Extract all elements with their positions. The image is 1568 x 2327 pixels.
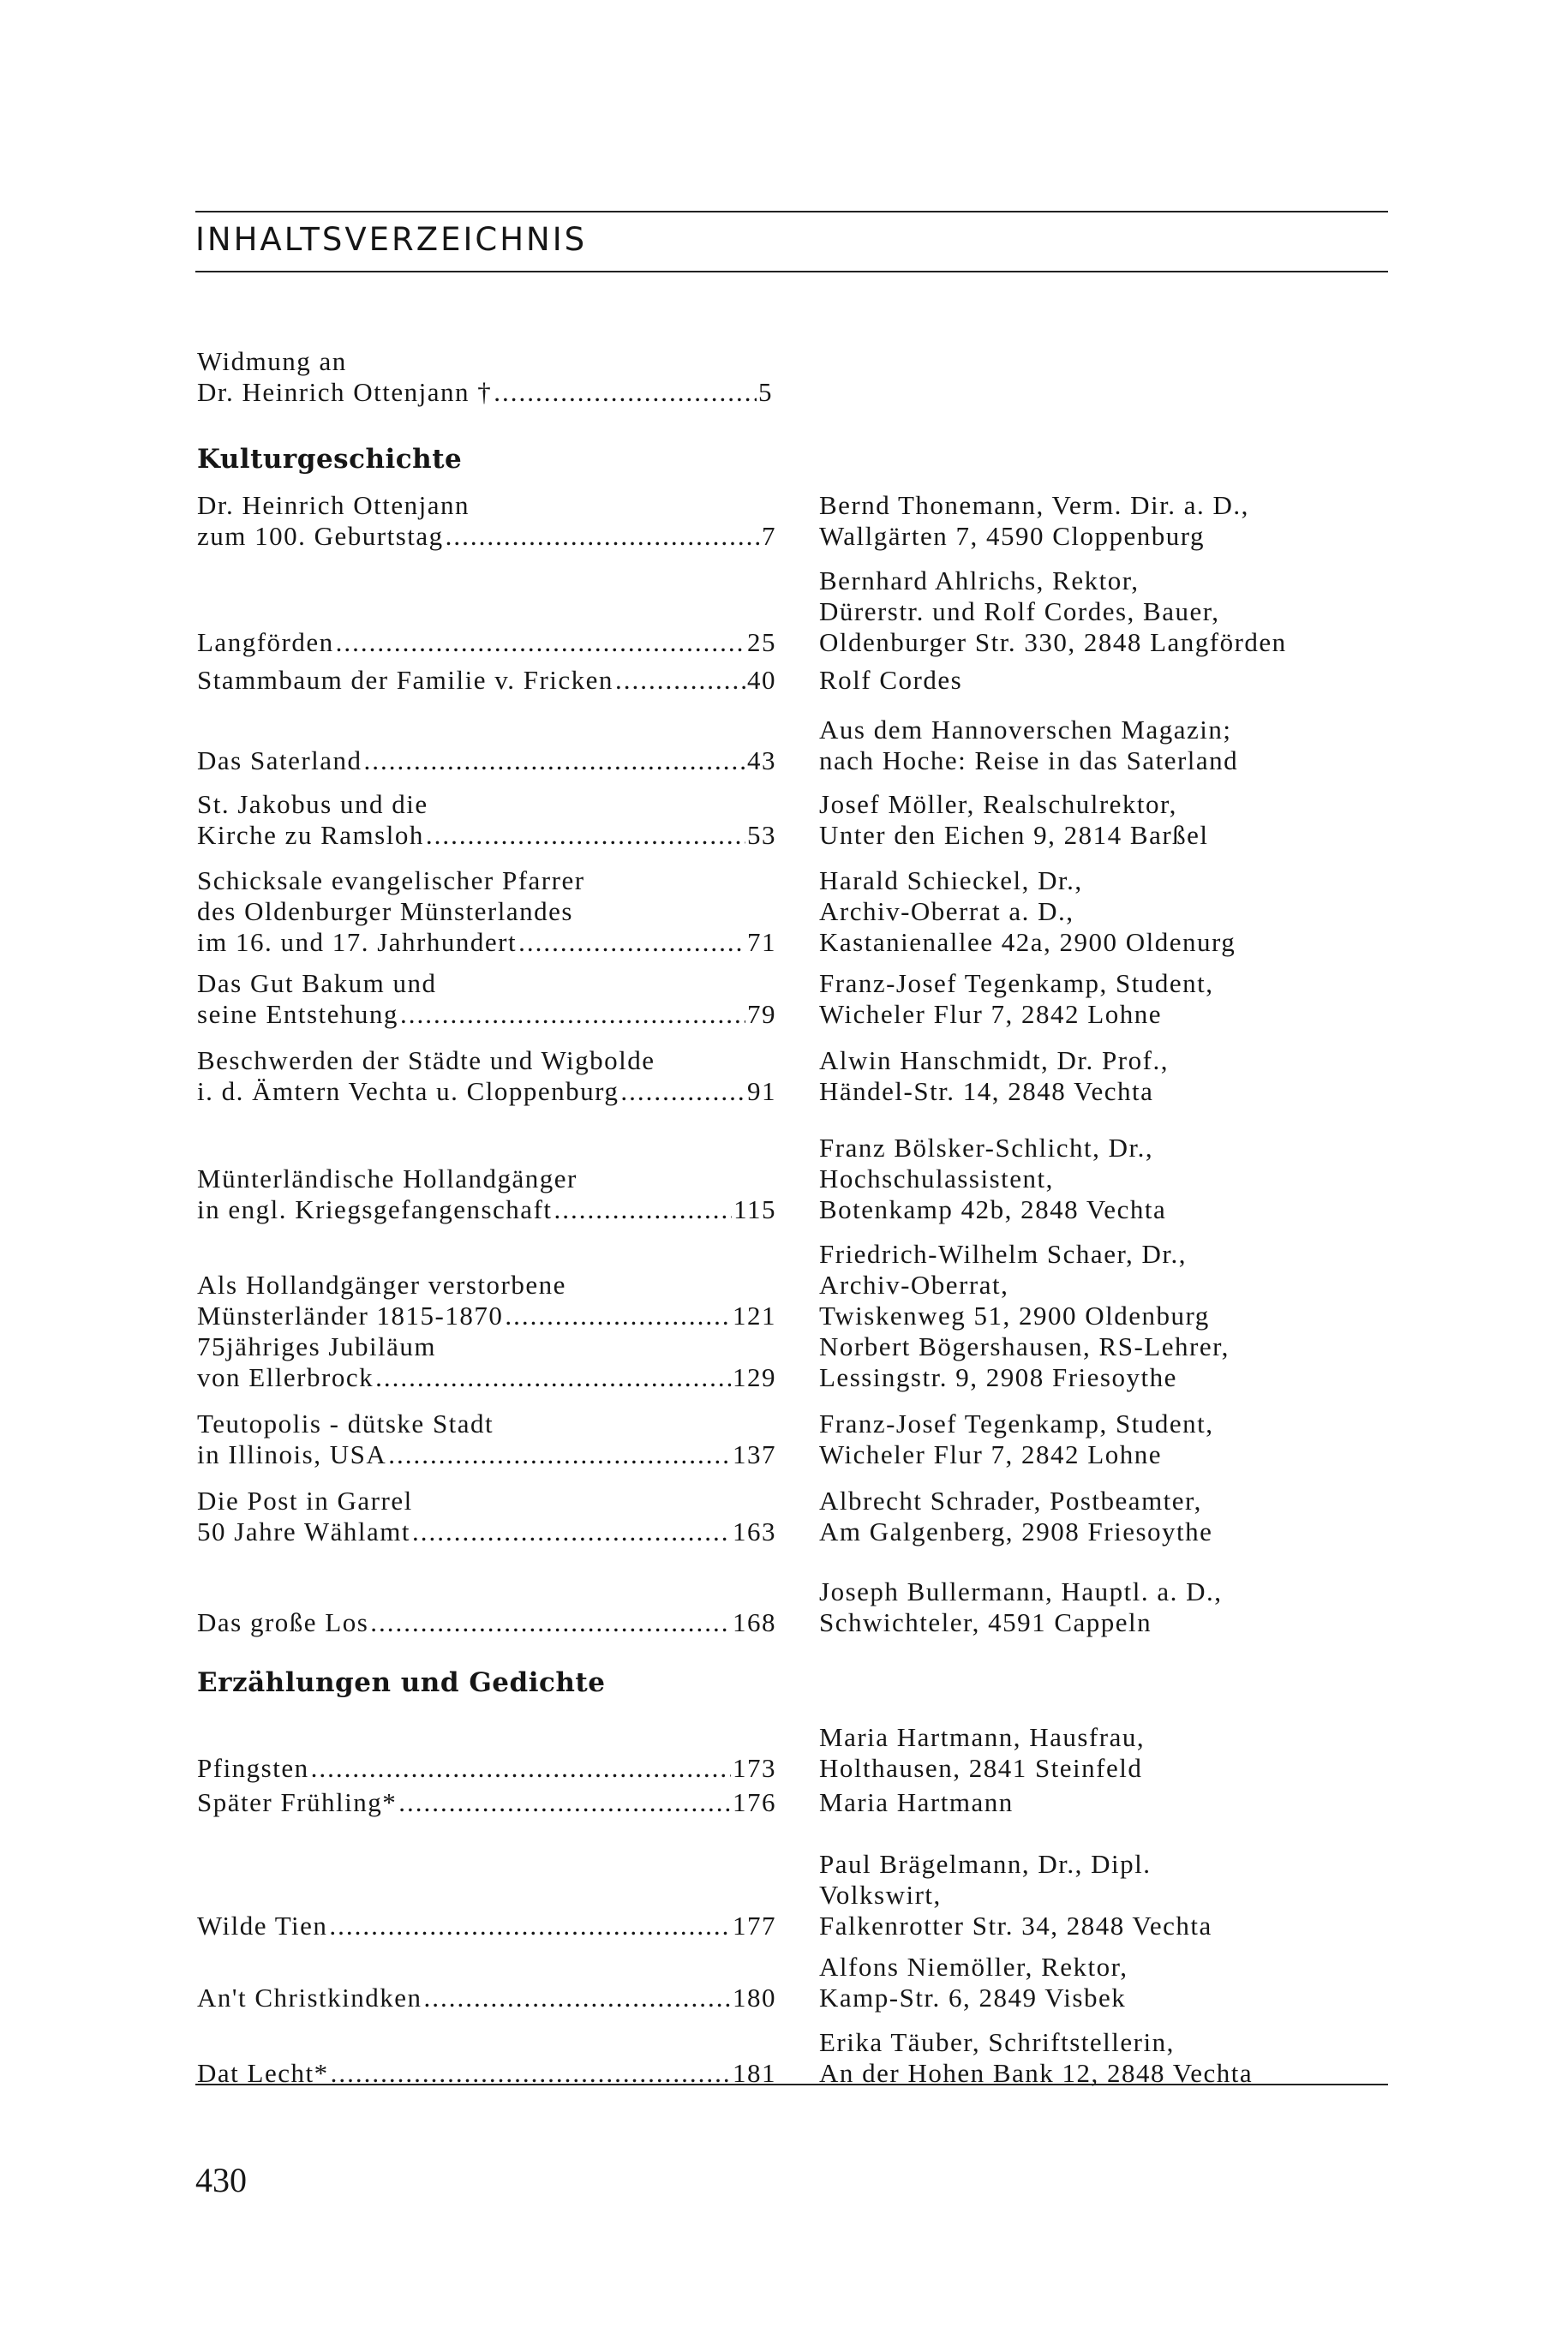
- entry-title-leader-line: [197, 1787, 776, 1818]
- author-line: Archiv-Oberrat,: [819, 1270, 1009, 1300]
- leader-dots: [615, 665, 745, 696]
- author-line: An der Hohen Bank 12, 2848 Vechta: [819, 2058, 1254, 2088]
- author-line: Twiskenweg 51, 2900 Oldenburg: [819, 1301, 1210, 1331]
- toc-entry-author: [819, 1787, 1402, 1818]
- entry-title-leader-line: [197, 665, 776, 696]
- toc-entry-title: [197, 1045, 776, 1107]
- author-line: Oldenburger Str. 330, 2848 Langförden: [819, 627, 1287, 657]
- toc-entry-author: [819, 565, 1402, 658]
- entry-page-number: 91: [747, 1076, 776, 1106]
- author-line: Joseph Bullermann, Hauptl. a. D.,: [819, 1576, 1223, 1606]
- entry-title-leader-line: [197, 521, 776, 552]
- author-line: Franz Bölsker-Schlicht, Dr.,: [819, 1133, 1154, 1163]
- entry-title-leader-line: [197, 999, 776, 1030]
- toc-entry-title: [197, 1409, 776, 1470]
- toc-entry-author: [819, 715, 1402, 776]
- entry-title-line: Beschwerden der Städte und Wigbolde: [197, 1045, 655, 1075]
- entry-title-text: Stammbaum der Familie v. Fricken: [197, 665, 613, 695]
- entry-title-text: Das Saterland: [197, 745, 362, 775]
- entry-title-text: Das große Los: [197, 1607, 369, 1637]
- entry-title-text: Münsterländer 1815-1870: [197, 1301, 504, 1331]
- toc-entry-author: [819, 865, 1402, 958]
- author-line: Händel-Str. 14, 2848 Vechta: [819, 1076, 1154, 1106]
- entry-title-leader-line: [197, 1362, 776, 1393]
- top-rule: [195, 211, 1388, 212]
- entry-title-line: 75jähriges Jubiläum: [197, 1331, 437, 1361]
- entry-title-text: Kirche zu Ramsloh: [197, 820, 424, 850]
- toc-entry-author: [819, 1133, 1402, 1225]
- entry-page-number: 71: [747, 927, 776, 957]
- page-number: 430: [195, 2161, 247, 2199]
- leader-dots: [329, 1911, 731, 1941]
- author-line: Friedrich-Wilhelm Schaer, Dr.,: [819, 1239, 1188, 1269]
- bottom-rule: [195, 2084, 1388, 2085]
- entry-title-leader-line: [197, 1076, 776, 1107]
- entry-title-text: i. d. Ämtern Vechta u. Cloppenburg: [197, 1076, 619, 1106]
- entry-page-number: 40: [747, 665, 776, 695]
- entry-title-line: Schicksale evangelischer Pfarrer: [197, 865, 585, 895]
- title-underline: [195, 271, 1388, 272]
- entry-page-number: 53: [747, 820, 776, 850]
- entry-page-number: 181: [733, 2058, 776, 2088]
- toc-entry-author: [819, 1486, 1402, 1547]
- leader-dots: [426, 820, 745, 851]
- entry-page-number: 168: [733, 1607, 776, 1637]
- author-line: Wicheler Flur 7, 2842 Lohne: [819, 1439, 1162, 1469]
- entry-page-number: 180: [733, 1983, 776, 2013]
- entry-title-text: An't Christkindken: [197, 1983, 422, 2013]
- leader-dots: [494, 377, 757, 408]
- leader-dots: [400, 999, 745, 1030]
- entry-page-number: 173: [733, 1753, 776, 1783]
- toc-entry-title: [197, 865, 776, 958]
- author-line: Wallgärten 7, 4590 Cloppenburg: [819, 521, 1206, 551]
- author-line: Bernd Thonemann, Verm. Dir. a. D.,: [819, 490, 1249, 520]
- entry-page-number: 115: [733, 1194, 776, 1224]
- author-line: Josef Möller, Realschulrektor,: [819, 789, 1177, 819]
- leader-dots: [424, 1983, 732, 2013]
- toc-entry-title: [197, 745, 776, 776]
- dedication-leader-line: [197, 377, 773, 408]
- author-line: Dürerstr. und Rolf Cordes, Bauer,: [819, 596, 1220, 626]
- entry-title-line: des Oldenburger Münsterlandes: [197, 896, 573, 926]
- author-line: Norbert Bögershausen, RS-Lehrer,: [819, 1331, 1230, 1361]
- author-line: Botenkamp 42b, 2848 Vechta: [819, 1194, 1167, 1224]
- dedication-text: Dr. Heinrich Ottenjann †: [197, 377, 493, 407]
- author-line: Aus dem Hannoverschen Magazin;: [819, 715, 1232, 745]
- entry-title-line: Dr. Heinrich Ottenjann: [197, 490, 470, 520]
- author-line: Maria Hartmann, Hausfrau,: [819, 1722, 1146, 1752]
- entry-title-leader-line: [197, 1439, 776, 1470]
- entry-page-number: 5: [758, 377, 773, 407]
- toc-entry-title: [197, 1911, 776, 1941]
- toc-entry-title: [197, 1607, 776, 1638]
- entry-page-number: 43: [747, 745, 776, 775]
- entry-title-leader-line: [197, 745, 776, 776]
- entry-title-line: St. Jakobus und die: [197, 789, 428, 819]
- toc-entry-title: [197, 789, 776, 851]
- toc-entry-title: [197, 490, 776, 552]
- toc-entry-author: [819, 968, 1402, 1030]
- toc-entry-author: [819, 1409, 1402, 1470]
- entry-title-leader-line: [197, 1911, 776, 1941]
- toc-entry-title: [197, 665, 776, 696]
- dedication-line: Widmung an: [197, 346, 347, 376]
- entry-title-leader-line: [197, 1753, 776, 1784]
- toc-entry-author: [819, 2027, 1402, 2089]
- author-line: Unter den Eichen 9, 2814 Barßel: [819, 820, 1209, 850]
- author-line: Franz-Josef Tegenkamp, Student,: [819, 968, 1214, 998]
- toc-entry-author: [819, 1239, 1402, 1331]
- entry-title-text: zum 100. Geburtstag: [197, 521, 444, 551]
- author-line: Kastanienallee 42a, 2900 Oldenurg: [819, 927, 1236, 957]
- author-line: Alfons Niemöller, Rektor,: [819, 1952, 1128, 1982]
- toc-entry-title: [197, 968, 776, 1030]
- entry-title-text: Langförden: [197, 627, 334, 657]
- author-line: Rolf Cordes: [819, 665, 963, 695]
- entry-page-number: 121: [733, 1301, 776, 1331]
- entry-title-line: Als Hollandgänger verstorbene: [197, 1270, 566, 1300]
- entry-title-leader-line: [197, 1301, 776, 1331]
- section-heading: Kulturgeschichte: [197, 444, 463, 475]
- author-line: Am Galgenberg, 2908 Friesoythe: [819, 1516, 1213, 1546]
- entry-title-text: Pfingsten: [197, 1753, 309, 1783]
- author-line: Alwin Hanschmidt, Dr. Prof.,: [819, 1045, 1169, 1075]
- dedication-entry: [197, 346, 776, 408]
- leader-dots: [388, 1439, 731, 1470]
- leader-dots: [364, 745, 745, 776]
- author-line: Harald Schieckel, Dr.,: [819, 865, 1083, 895]
- leader-dots: [446, 521, 760, 552]
- author-line: nach Hoche: Reise in das Saterland: [819, 745, 1239, 775]
- entry-page-number: 25: [747, 627, 776, 657]
- leader-dots: [412, 1516, 731, 1547]
- entry-title-line: Das Gut Bakum und: [197, 968, 437, 998]
- toc-entry-author: [819, 1576, 1402, 1638]
- entry-title-text: 50 Jahre Wählamt: [197, 1516, 410, 1546]
- entry-page-number: 176: [733, 1787, 776, 1817]
- entry-title-text: in engl. Kriegsgefangenschaft: [197, 1194, 553, 1224]
- entry-title-line: Die Post in Garrel: [197, 1486, 413, 1516]
- leader-dots: [518, 927, 745, 958]
- page-title: INHALTSVERZEICHNIS: [195, 221, 588, 258]
- author-line: Lessingstr. 9, 2908 Friesoythe: [819, 1362, 1177, 1392]
- toc-entry-author: [819, 1849, 1402, 1941]
- leader-dots: [554, 1194, 733, 1225]
- author-line: Volkswirt,: [819, 1880, 942, 1910]
- entry-title-text: in Illinois, USA: [197, 1439, 387, 1469]
- entry-title-text: von Ellerbrock: [197, 1362, 374, 1392]
- author-line: Wicheler Flur 7, 2842 Lohne: [819, 999, 1162, 1029]
- author-line: Paul Brägelmann, Dr., Dipl.: [819, 1849, 1152, 1879]
- entry-title-leader-line: [197, 1194, 776, 1225]
- leader-dots: [398, 1787, 731, 1818]
- author-line: Maria Hartmann: [819, 1787, 1014, 1817]
- author-line: Bernhard Ahlrichs, Rektor,: [819, 565, 1140, 595]
- entry-title-leader-line: [197, 1983, 776, 2013]
- entry-title-text: Später Frühling*: [197, 1787, 398, 1817]
- entry-title-text: Wilde Tien: [197, 1911, 328, 1941]
- toc-entry-author: [819, 665, 1402, 696]
- toc-entry-author: [819, 1722, 1402, 1784]
- toc-entry-title: [197, 1270, 776, 1331]
- toc-entry-title: [197, 627, 776, 658]
- entry-page-number: 79: [747, 999, 776, 1029]
- entry-title-leader-line: [197, 820, 776, 851]
- entry-page-number: 163: [733, 1516, 776, 1546]
- entry-title-leader-line: [197, 627, 776, 658]
- entry-page-number: 7: [762, 521, 776, 551]
- toc-entry-title: [197, 1787, 776, 1818]
- entry-title-leader-line: [197, 1607, 776, 1638]
- author-line: Schwichteler, 4591 Cappeln: [819, 1607, 1152, 1637]
- author-line: Falkenrotter Str. 34, 2848 Vechta: [819, 1911, 1212, 1941]
- toc-entry-author: [819, 1952, 1402, 2013]
- author-line: Archiv-Oberrat a. D.,: [819, 896, 1074, 926]
- leader-dots: [311, 1753, 731, 1784]
- entry-page-number: 137: [733, 1439, 776, 1469]
- author-line: Hochschulassistent,: [819, 1164, 1054, 1193]
- toc-entry-title: [197, 1486, 776, 1547]
- toc-entry-author: [819, 490, 1402, 552]
- entry-title-text: im 16. und 17. Jahrhundert: [197, 927, 518, 957]
- toc-entry-title: [197, 1164, 776, 1225]
- toc-entry-title: [197, 1983, 776, 2013]
- author-line: Erika Täuber, Schriftstellerin,: [819, 2027, 1175, 2057]
- author-line: Albrecht Schrader, Postbeamter,: [819, 1486, 1202, 1516]
- toc-entry-title: [197, 1331, 776, 1393]
- entry-page-number: 129: [733, 1362, 776, 1392]
- section-heading: Erzählungen und Gedichte: [197, 1667, 606, 1698]
- author-line: Holthausen, 2841 Steinfeld: [819, 1753, 1143, 1783]
- toc-entry-author: [819, 1331, 1402, 1393]
- leader-dots: [620, 1076, 745, 1107]
- leader-dots: [336, 627, 745, 658]
- entry-title-leader-line: [197, 1516, 776, 1547]
- entry-title-line: Münterländische Hollandgänger: [197, 1164, 578, 1193]
- author-line: Franz-Josef Tegenkamp, Student,: [819, 1409, 1214, 1439]
- entry-page-number: 177: [733, 1911, 776, 1941]
- author-line: Kamp-Str. 6, 2849 Visbek: [819, 1983, 1127, 2013]
- leader-dots: [505, 1301, 731, 1331]
- entry-title-leader-line: [197, 927, 776, 958]
- entry-title-text: seine Entstehung: [197, 999, 398, 1029]
- leader-dots: [370, 1607, 731, 1638]
- leader-dots: [375, 1362, 731, 1393]
- toc-entry-author: [819, 789, 1402, 851]
- toc-entry-title: [197, 1753, 776, 1784]
- toc-entry-author: [819, 1045, 1402, 1107]
- entry-title-text: Dat Lecht*: [197, 2058, 329, 2088]
- entry-title-line: Teutopolis - dütske Stadt: [197, 1409, 494, 1439]
